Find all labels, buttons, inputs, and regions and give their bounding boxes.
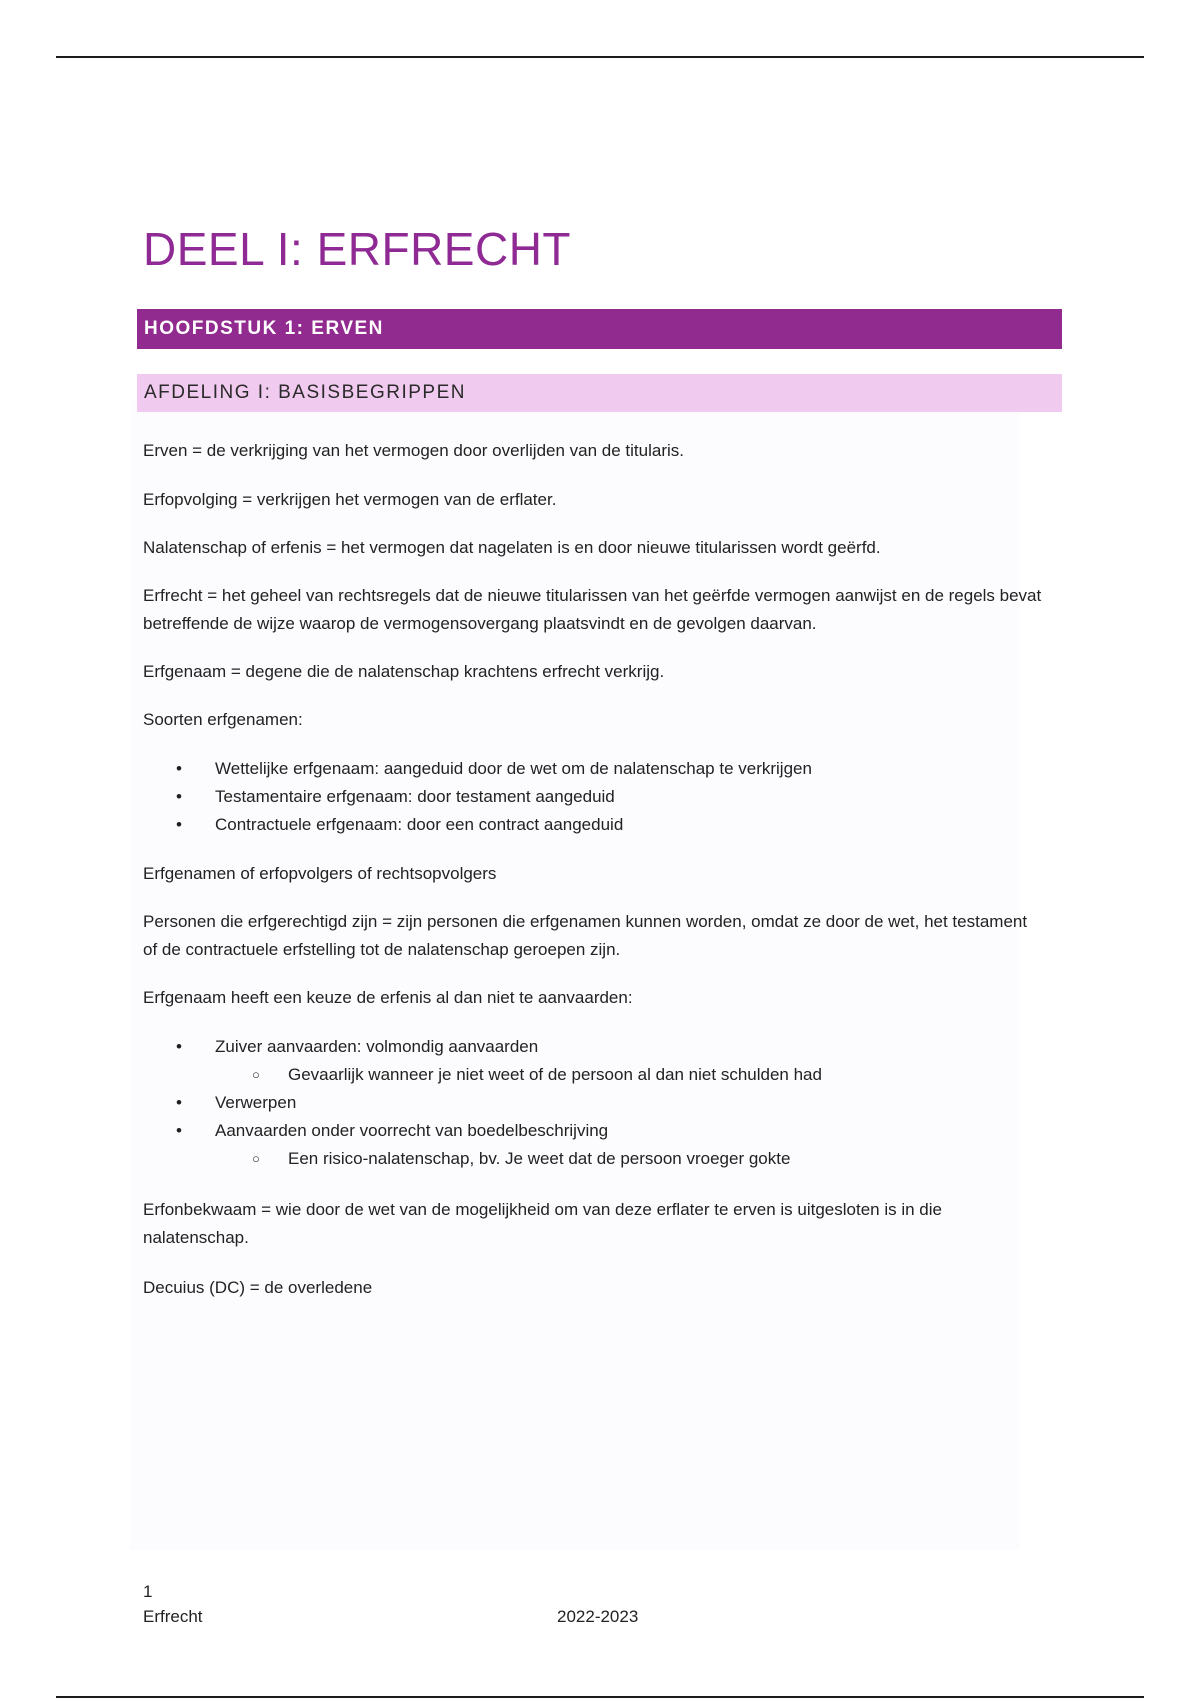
list-item: Testamentaire erfgenaam: door testament aangeduid — [215, 787, 615, 806]
bullet-marker: • — [176, 815, 182, 834]
bottom-rule — [56, 1696, 1144, 1698]
sub-bullet-marker: ○ — [252, 1151, 260, 1166]
page-body-shade — [130, 400, 1020, 1550]
definition-decuius: Decuius (DC) = de overledene — [143, 1278, 373, 1297]
heir-choice-intro: Erfgenaam heeft een keuze de erfenis al dan niet te aanvaarden: — [143, 988, 633, 1007]
top-rule — [56, 56, 1144, 58]
bullet-marker: • — [176, 1121, 182, 1140]
definition-erfgenaam: Erfgenaam = degene die de nalatenschap krachtens erfrecht verkrijg. — [143, 662, 665, 681]
definition-erven: Erven = de verkrijging van het vermogen door overlijden van de titularis. — [143, 441, 684, 460]
bullet-marker: • — [176, 759, 182, 778]
chapter-heading: HOOFDSTUK 1: ERVEN — [137, 309, 1062, 349]
list-item: Aanvaarden onder voorrecht van boedelbeschrijving — [215, 1121, 609, 1140]
footer-subject: Erfrecht — [143, 1607, 203, 1626]
sub-bullet-marker: ○ — [252, 1067, 260, 1082]
list-item: Verwerpen — [215, 1093, 297, 1112]
definition-erfgerechtigd: Personen die erfgerechtigd zijn = zijn personen die erfgenamen kunnen worden, omdat ze door de wet, het testament of de contractuele erfstelling tot de nalatenschap geroepen zijn. — [143, 912, 1028, 959]
heirs-synonyms: Erfgenamen of erfopvolgers of rechtsopvolgers — [143, 864, 497, 883]
sub-list-item: Gevaarlijk wanneer je niet weet of de persoon al dan niet schulden had — [288, 1065, 822, 1084]
definition-nalatenschap: Nalatenschap of erfenis = het vermogen dat nagelaten is en door nieuwe titularissen wordt geërfd. — [143, 538, 881, 557]
bullet-marker: • — [176, 1037, 182, 1056]
definition-erfonbekwaam: Erfonbekwaam = wie door de wet van de mogelijkheid om van deze erflater te erven is uitgesloten is in die nalatenschap. — [143, 1200, 942, 1247]
page-number: 1 — [143, 1582, 153, 1601]
bullet-marker: • — [176, 1093, 182, 1112]
list-item: Contractuele erfgenaam: door een contract aangeduid — [215, 815, 624, 834]
list-item: Wettelijke erfgenaam: aangeduid door de wet om de nalatenschap te verkrijgen — [215, 759, 812, 778]
document-title: DEEL I: ERFRECHT — [143, 223, 572, 275]
bullet-marker: • — [176, 787, 182, 806]
sub-list-item: Een risico-nalatenschap, bv. Je weet dat de persoon vroeger gokte — [288, 1149, 791, 1168]
heirs-types-intro: Soorten erfgenamen: — [143, 710, 303, 729]
definition-erfopvolging: Erfopvolging = verkrijgen het vermogen van de erflater. — [143, 490, 557, 509]
definition-erfrecht: Erfrecht = het geheel van rechtsregels dat de nieuwe titularissen van het geërfde vermogen aanwijst en de regels bevat betreffende de wijze waarop de vermogensovergang plaatsvindt en de gevolgen daarvan. — [143, 586, 1042, 633]
list-item: Zuiver aanvaarden: volmondig aanvaarden — [215, 1037, 539, 1056]
section-heading: AFDELING I: BASISBEGRIPPEN — [137, 374, 1062, 412]
footer-year: 2022-2023 — [557, 1607, 639, 1626]
